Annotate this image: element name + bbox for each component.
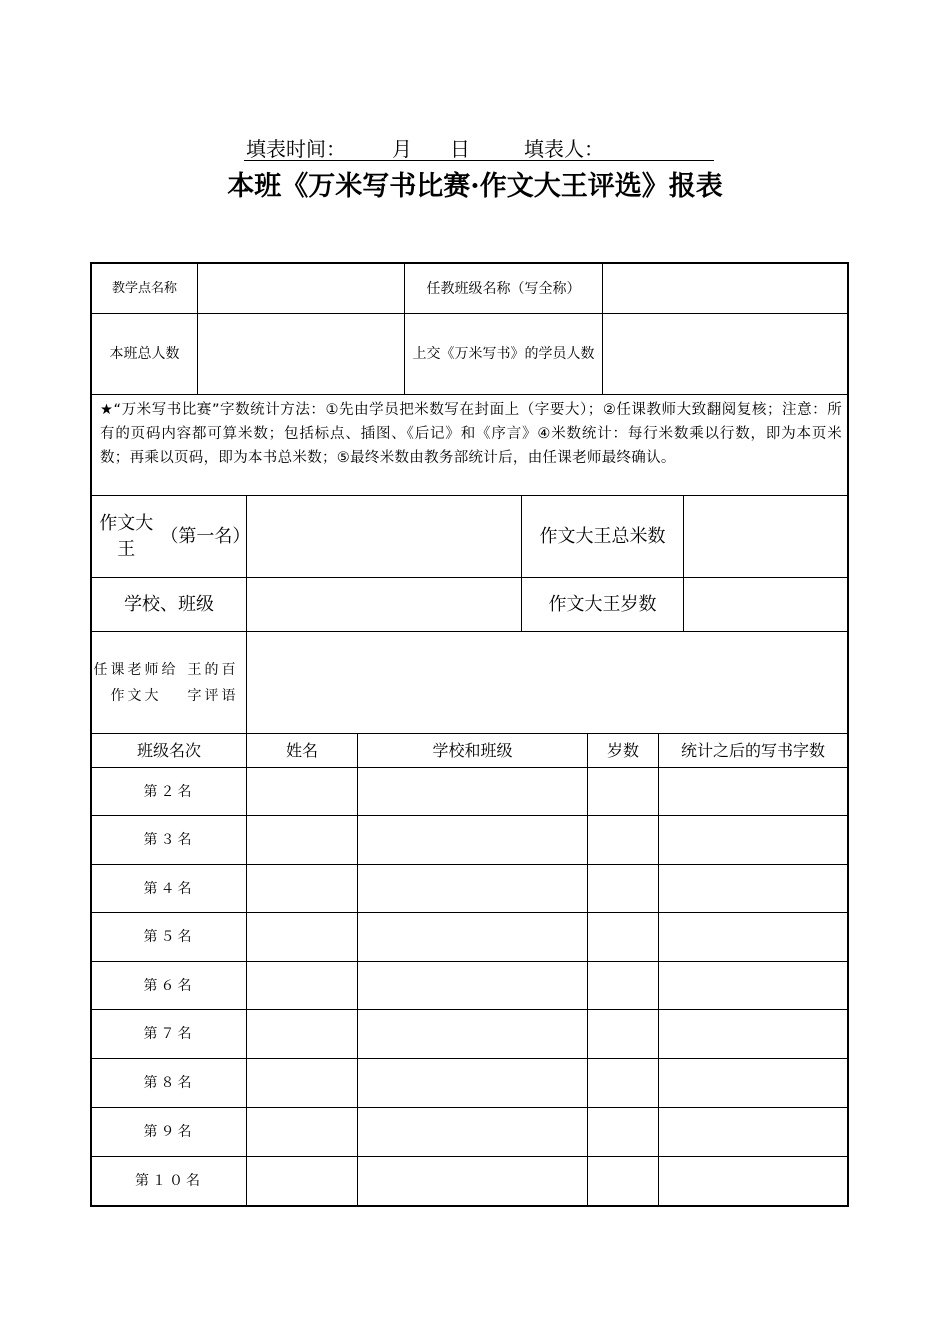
counting-method-notice: ★“万米写书比赛”字数统计方法：①先由学员把米数写在封面上（字要大）；②任课教师大致翻阅复核；注意：所有的页码内容都可算米数；包括标点、插图、《后记》和《序言》④米数统计：每行米数乘以行数，即为本页米数；再乘以页码，即为本书总米数；⑤最终米数由教务部统计后，由任课老师最终确认。 bbox=[100, 402, 842, 466]
school-class-label: 学校、班级 bbox=[124, 593, 214, 615]
total-students-line2: 总人数 bbox=[137, 346, 180, 362]
fill-underline bbox=[244, 160, 714, 161]
class-name-input[interactable] bbox=[603, 264, 847, 313]
rank-label: 第１０名 bbox=[135, 1173, 203, 1189]
teacher-comment-line2: 王的百字评语 bbox=[187, 661, 239, 704]
teacher-comment-line1: 任课老师给作文大 bbox=[93, 661, 179, 704]
submitted-line1: 上交《万米写书》的学员 bbox=[412, 346, 567, 362]
total-students-line1: 本班 bbox=[109, 346, 138, 362]
essay-king-total-line1: 作文大王 bbox=[539, 525, 612, 547]
class-name-label-line2: （写全称） bbox=[510, 280, 581, 297]
essay-king-label bbox=[92, 496, 251, 577]
essay-king-total-line2: 总米数 bbox=[611, 525, 666, 547]
col-divider bbox=[587, 733, 588, 1206]
class-name-label bbox=[405, 264, 602, 313]
day-label: 日 bbox=[450, 137, 470, 161]
header-word-count: 统计之后的写书字数 bbox=[680, 740, 825, 760]
filler-label: 填表人： bbox=[524, 137, 604, 161]
school-class-input[interactable] bbox=[247, 578, 521, 631]
rank-label: 第６名 bbox=[143, 977, 195, 994]
total-students-input[interactable] bbox=[198, 314, 404, 394]
rank-label: 第４名 bbox=[143, 880, 195, 897]
header-school-class: 学校和班级 bbox=[432, 740, 513, 760]
month-label: 月 bbox=[392, 137, 412, 161]
header-name: 姓名 bbox=[285, 740, 318, 760]
essay-king-age-input[interactable] bbox=[684, 578, 847, 631]
fill-time-label: 填表时间： bbox=[246, 137, 346, 161]
rank-label: 第９名 bbox=[143, 1124, 195, 1140]
page-title: 本班《万米写书比赛·作文大王评选》报表 bbox=[227, 171, 723, 202]
rank-label: 第２名 bbox=[143, 783, 195, 800]
essay-king-name-input[interactable] bbox=[247, 496, 521, 577]
row-divider bbox=[91, 394, 848, 395]
header-rank: 班级名次 bbox=[136, 740, 201, 760]
essay-king-line1: 作文大王 bbox=[99, 512, 154, 560]
rank-label: 第７名 bbox=[143, 1026, 195, 1042]
rank-label: 第８名 bbox=[143, 1075, 195, 1091]
essay-king-total-label bbox=[522, 496, 683, 577]
school-name-label: 教学点名称 bbox=[111, 280, 177, 296]
essay-king-line2: （第一名） bbox=[160, 525, 251, 547]
essay-king-age-label: 作文大王岁数 bbox=[548, 593, 657, 615]
school-name-input[interactable] bbox=[198, 264, 404, 313]
header-age: 岁数 bbox=[606, 740, 639, 760]
rank-label: 第５名 bbox=[143, 929, 195, 945]
total-students-label bbox=[92, 314, 197, 394]
teacher-comment-label bbox=[92, 632, 246, 733]
submitted-count-label bbox=[405, 314, 602, 394]
submitted-count-input[interactable] bbox=[603, 314, 847, 394]
teacher-comment-input[interactable] bbox=[247, 632, 847, 733]
class-name-label-line1: 任教班级名称 bbox=[426, 280, 511, 297]
col-divider bbox=[357, 733, 358, 1206]
col-divider bbox=[658, 733, 659, 1206]
rank-label: 第３名 bbox=[143, 832, 195, 848]
essay-king-total-input[interactable] bbox=[684, 496, 847, 577]
submitted-line2: 人数 bbox=[566, 346, 595, 362]
